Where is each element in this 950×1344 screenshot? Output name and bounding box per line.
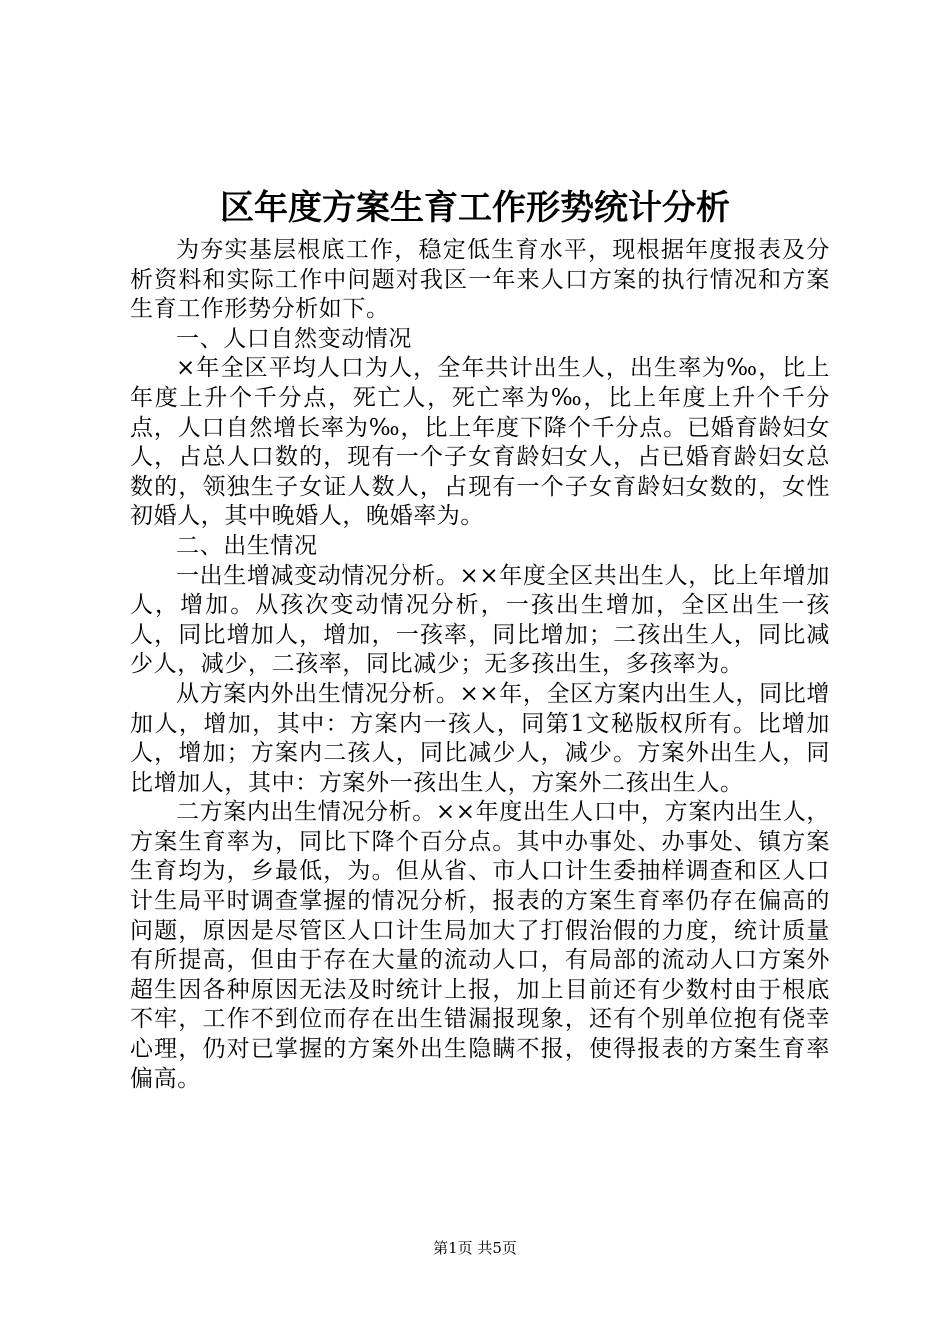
paragraph-birth-change: 一出生增减变动情况分析。××年度全区共出生人，比上年增加人，增加。从孩次变动情况分析，一孩出生增加，全区出生一孩人，同比增加人，增加，一孩率，同比增加；二孩出生人，同比减少人，减少，二孩率，同比减少；无多孩出生，多孩率为。 (130, 562, 830, 678)
paragraph-planned-birth-rate: 二方案内出生情况分析。××年度出生人口中，方案内出生人，方案生育率为，同比下降个百分点。其中办事处、办事处、镇方案生育均为，乡最低，为。但从省、市人口计生委抽样调查和区人口计生局平时调查掌握的情况分析，报表的方案生育率仍存在偏高的问题，原因是尽管区人口计生局加大了打假治假的力度，统计质量有所提高，但由于存在大量的流动人口，有局部的流动人口方案外超生因各种原因无法及时统计上报，加上目前还有少数村由于根底不牢，工作不到位而存在出生错漏报现象，还有个别单位抱有侥幸心理，仍对已掌握的方案外出生隐瞒不报，使得报表的方案生育率偏高。 (130, 799, 830, 1092)
document-title: 区年度方案生育工作形势统计分析 (220, 188, 730, 228)
section-heading-population-change: 一、人口自然变动情况 (176, 325, 412, 352)
paragraph-population-change: ×年全区平均人口为人，全年共计出生人，出生率为‰，比上年度上升个千分点，死亡人，死亡率为‰，比上年度上升个千分点，人口自然增长率为‰，比上年度下降个千分点。已婚育龄妇女人，占总人口数的，现有一个子女育龄妇女人，占已婚育龄妇女总数的，领独生子女证人数人，占现有一个子女育龄妇女数的，女性初婚人，其中晚婚人，晚婚率为。 (130, 355, 830, 530)
paragraph-planned-births: 从方案内外出生情况分析。××年，全区方案内出生人，同比增加人，增加，其中：方案内一孩人，同第1文秘版权所有。比增加人，增加；方案内二孩人，同比减少人，减少。方案外出生人，同比增加人，其中：方案外一孩出生人，方案外二孩出生人。 (130, 680, 830, 796)
page-number-footer: 第1页 共5页 (433, 1239, 517, 1257)
document-body (130, 236, 830, 1094)
section-heading-births: 二、出生情况 (176, 532, 318, 559)
paragraph-intro: 为夯实基层根底工作，稳定低生育水平，现根据年度报表及分析资料和实际工作中问题对我区一年来人口方案的执行情况和方案生育工作形势分析如下。 (130, 237, 830, 323)
